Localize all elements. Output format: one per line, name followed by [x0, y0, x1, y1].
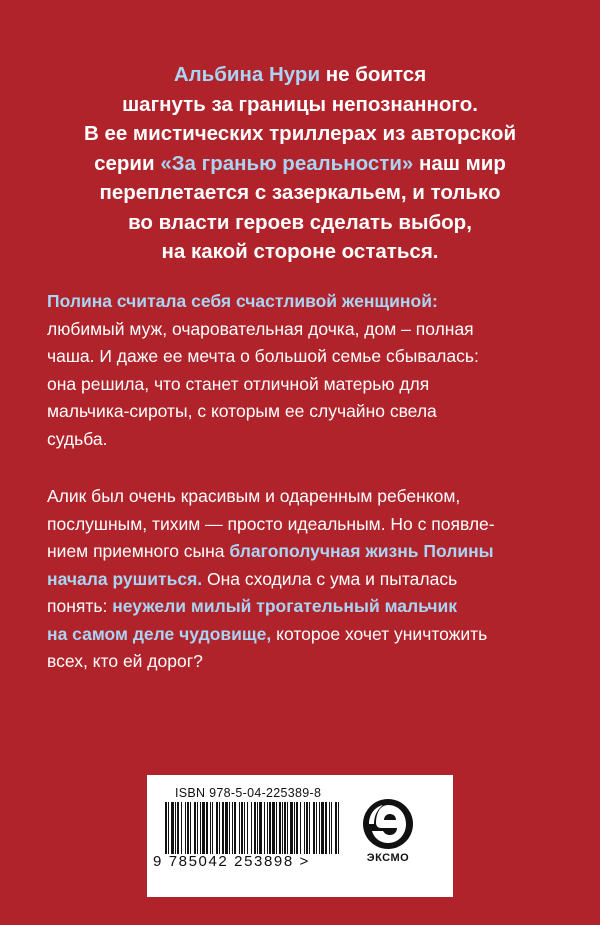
- para2-line-7: всех, кто ей дорог?: [47, 651, 203, 671]
- para2-line-6-post: которое хочет уничтожить: [276, 623, 488, 644]
- isbn-label: ISBN 978-5-04-225389-8: [175, 786, 322, 800]
- intro-line-5: переплетается с зазеркальем, и только: [99, 181, 501, 204]
- para2-line-5: [47, 593, 567, 621]
- para1-line-3: чаша. И даже ее мечта о большой семье сбывалась:: [47, 346, 479, 366]
- para1-line-1: [47, 288, 567, 316]
- para1-line-6: судьба.: [47, 428, 108, 449]
- para2-line-6: [47, 621, 567, 649]
- intro-line-6: во власти героев сделать выбор,: [128, 210, 472, 234]
- para2-highlight-1a: благополучная жизнь Полины: [229, 541, 494, 561]
- para2-line-2: послушным, тихим — просто идеальным. Но с появле-: [47, 513, 495, 534]
- intro-line-4: [40, 149, 560, 179]
- eksmo-logo-icon: [361, 797, 415, 851]
- intro-line-7: на какой стороне остаться.: [161, 240, 439, 263]
- intro-line-2: шагнуть за границы непознанного.: [122, 92, 478, 116]
- intro-line-1-rest: не боится: [325, 63, 427, 86]
- barcode-image: [165, 802, 341, 854]
- para2-line-4-post: Она сходила с ума и пыталась: [207, 568, 458, 589]
- author-name: Альбина Нури: [173, 63, 321, 86]
- para2-line-5-pre: понять:: [47, 596, 108, 616]
- para2-line-3-pre: нием приемного сына: [47, 541, 225, 561]
- para2-highlight-2b: на самом деле чудовище,: [47, 623, 272, 644]
- intro-line-3: В ее мистических триллерах из авторской: [83, 122, 517, 145]
- para1-lead-highlight: Полина считала себя счастливой женщиной:: [47, 291, 438, 311]
- para1-line-2: любимый муж, очаровательная дочка, дом – полная: [47, 318, 474, 339]
- para2-line-4: [47, 566, 567, 594]
- para2-line-3: [47, 538, 567, 566]
- intro-line-4-pre: серии: [94, 151, 155, 175]
- synopsis-paragraph-1: [47, 288, 567, 453]
- publisher-name: ЭКСМО: [366, 852, 410, 864]
- para1-line-5: мальчика-сироты, с которым ее случайно свела: [47, 401, 437, 421]
- synopsis-paragraph-2: [47, 483, 567, 676]
- barcode-panel: [147, 775, 453, 897]
- intro-blurb: [40, 60, 560, 267]
- para2-highlight-1b: начала рушиться.: [47, 568, 203, 589]
- series-name: «За гранью реальности»: [160, 151, 414, 175]
- intro-line-4-post: наш мир: [419, 151, 506, 175]
- para2-highlight-2a: неужели милый трогательный мальчик: [112, 596, 458, 616]
- para2-line-1: Алик был очень красивым и одаренным ребенком,: [47, 486, 461, 506]
- barcode-digits: 9 785042 253898 >: [153, 853, 310, 870]
- para1-line-4: она решила, что станет отличной матерью для: [47, 373, 430, 394]
- intro-line-1: [40, 60, 560, 90]
